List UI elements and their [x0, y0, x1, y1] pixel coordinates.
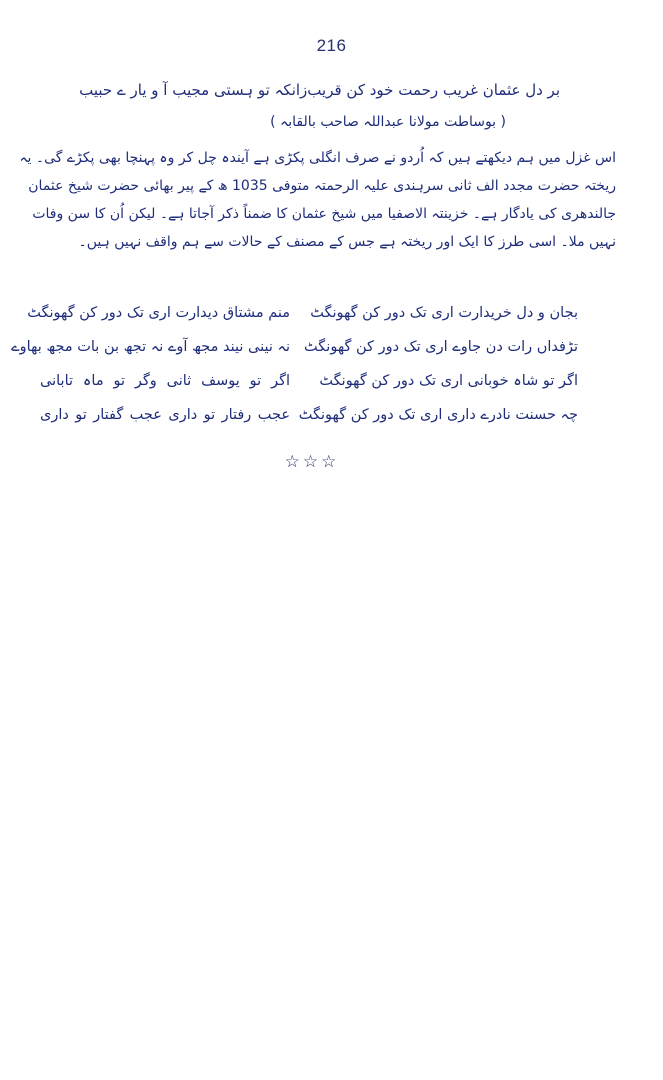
prose-line: جالندھری کی یادگار ہے۔ خزینتہ الاصفیا میں شیخ عثمان کا ضمناً ذکر آجاتا ہے۔ لیکن اُن کا سن وفات: [32, 206, 616, 222]
couplet: [40, 398, 578, 432]
prose-line: ریختہ حضرت مجدد الف ثانی سرہندی علیہ الرحمتہ متوفی 1035 ھ کے پیر بھائی حضرت شیخ عثمان: [28, 178, 616, 194]
couplet-first-line: اگر تو یوسف ثانی وگر تو ماہ تابانی: [40, 373, 290, 389]
couplet-first-line: نہ نینی نیند مجھ آوے نہ تجھ بن بات مجھ بھاوے: [11, 339, 290, 355]
poem-couplets: [11, 296, 578, 432]
couplet: [11, 330, 578, 364]
couplet-second-line: چہ حسنت نادرے داری اری تک دور کن گھونگٹ: [298, 407, 578, 423]
opening-verse: [79, 76, 560, 104]
attribution-note: ( بوساطت مولانا عبداللہ صاحب بالقابہ ): [270, 114, 506, 130]
couplet: [40, 364, 578, 398]
couplet-first-line: عجب رفتار تو داری عجب گفتار تو داری: [40, 407, 290, 423]
page-number: 216: [316, 36, 347, 55]
opening-verse-left-half: زانکہ تو ہستی مجیب آ و یار ے حبیب: [79, 81, 308, 99]
prose-line: نہیں ملا۔ اسی طرز کا ایک اور ریختہ ہے جس کے مصنف کے حالات سے ہم واقف نہیں ہیں۔: [78, 234, 616, 250]
couplet-second-line: بجان و دل خریدارت اری تک دور کن گھونگٹ: [310, 305, 578, 321]
couplet-second-line: اگر تو شاہ خوبانی اری تک دور کن گھونگٹ: [319, 373, 578, 389]
opening-verse-right-half: بر دل عثمان غریب رحمت خود کن قریب: [307, 81, 560, 99]
prose-paragraph: [19, 144, 616, 256]
prose-line: اس غزل میں ہم دیکھتے ہیں کہ اُردو نے صرف انگلی پکڑی ہے آیندہ چل کر وہ پہنچا بھی پکڑے گی۔ یہ: [19, 150, 616, 166]
star-ornament-icon: ☆☆☆: [284, 452, 340, 472]
couplet: [27, 296, 578, 330]
couplet-first-line: منم مشتاق دیدارت اری تک دور کن گھونگٹ: [27, 305, 290, 321]
couplet-second-line: تڑفداں رات دن جاوے اری تک دور کن گھونگٹ: [304, 339, 578, 355]
